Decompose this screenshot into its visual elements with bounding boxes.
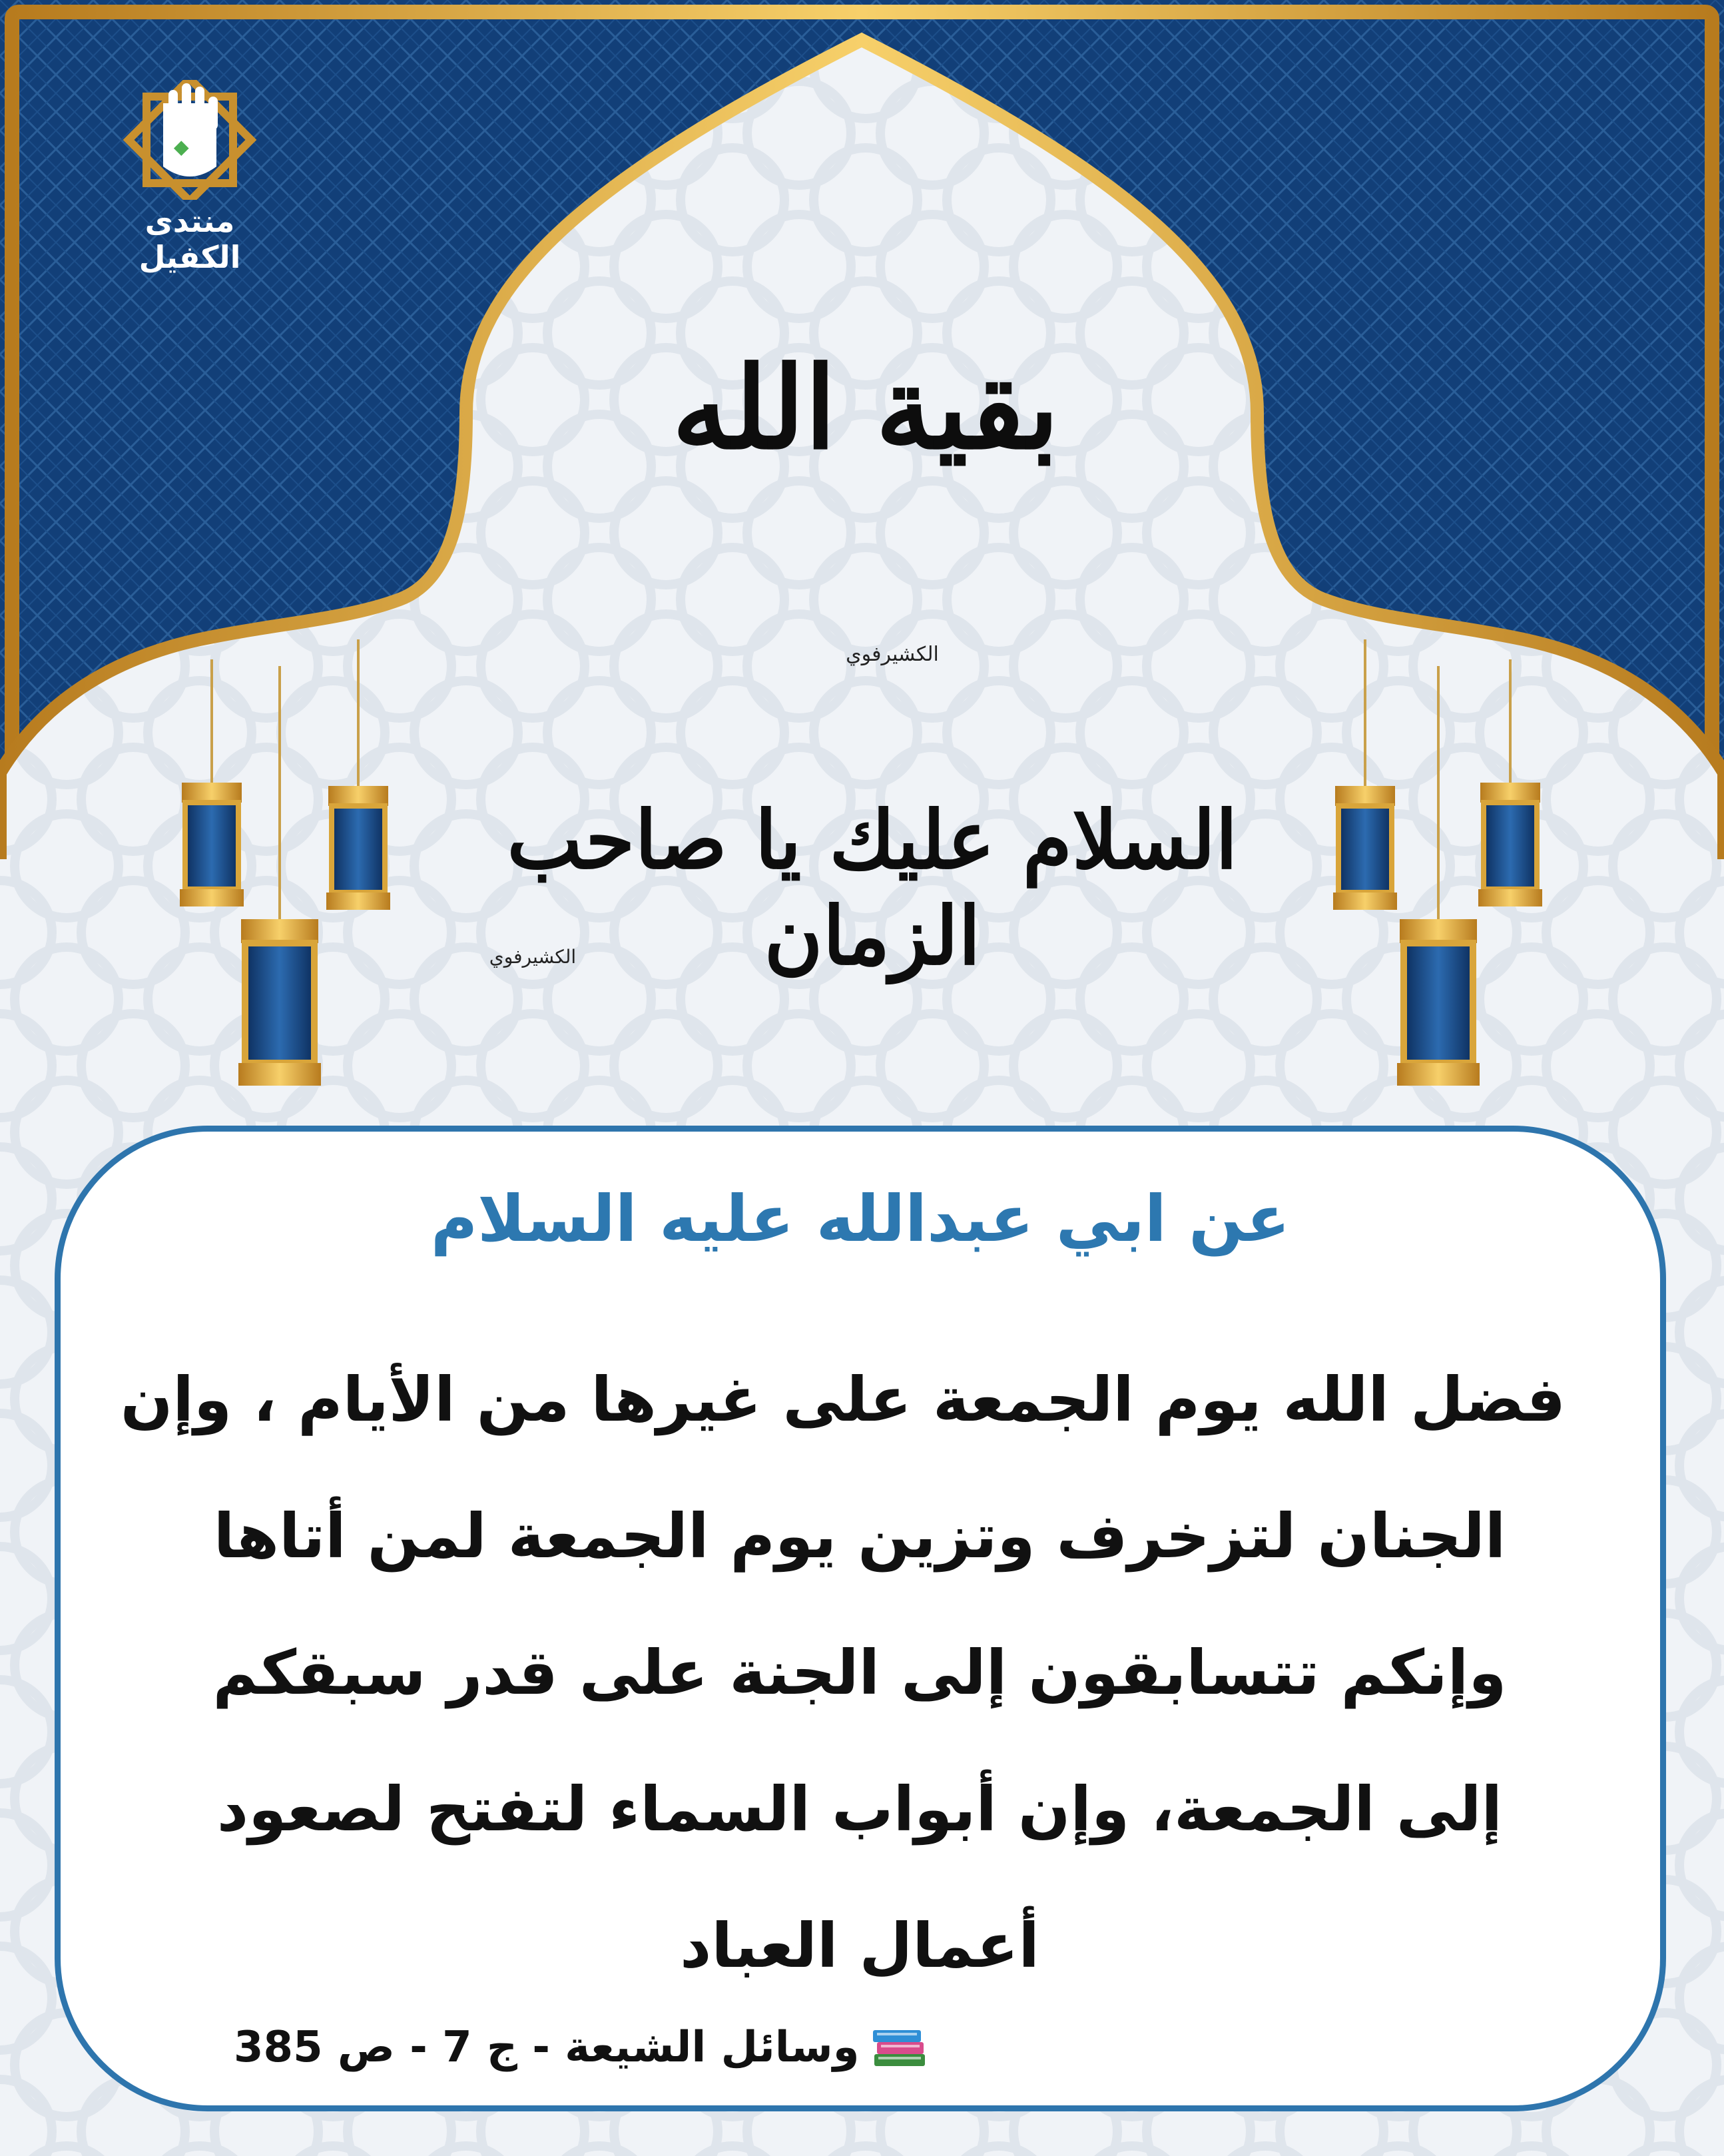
hadith-card	[55, 1126, 1666, 2111]
calligraphy-top-signature: الكشيرفوي	[846, 643, 939, 666]
hadith-line: فضل الله يوم الجمعة على غيرها من الأيام ، وإن	[120, 1364, 1566, 1435]
logo-text: منتدى الكفيل	[139, 203, 241, 275]
hadith-line: الجنان لتزخرف وتزين يوم الجمعة لمن أتاها	[213, 1501, 1506, 1572]
source-text: وسائل الشيعة - ج 7 - ص 385	[234, 2023, 860, 2072]
hadith-text	[120, 1331, 1566, 2014]
hadith-line: أعمال العباد	[680, 1910, 1039, 1981]
hadith-line: وإنكم تتسابقون إلى الجنة على قدر سبقكم	[212, 1637, 1507, 1708]
hand-logo-icon	[93, 80, 286, 200]
books-icon	[872, 2023, 928, 2071]
narrator-heading: عن ابي عبدالله عليه السلام	[430, 1182, 1291, 1256]
source-citation	[234, 2017, 928, 2077]
logo	[93, 80, 286, 275]
calligraphy-top: بقية الله	[672, 342, 1059, 475]
calligraphy-greeting-signature: الكشيرفوي	[489, 946, 577, 968]
hadith-line: إلى الجمعة، وإن أبواب السماء لتفتح لصعود	[216, 1774, 1503, 1845]
calligraphy-greeting: السلام عليك يا صاحب الزمان	[507, 793, 1238, 983]
